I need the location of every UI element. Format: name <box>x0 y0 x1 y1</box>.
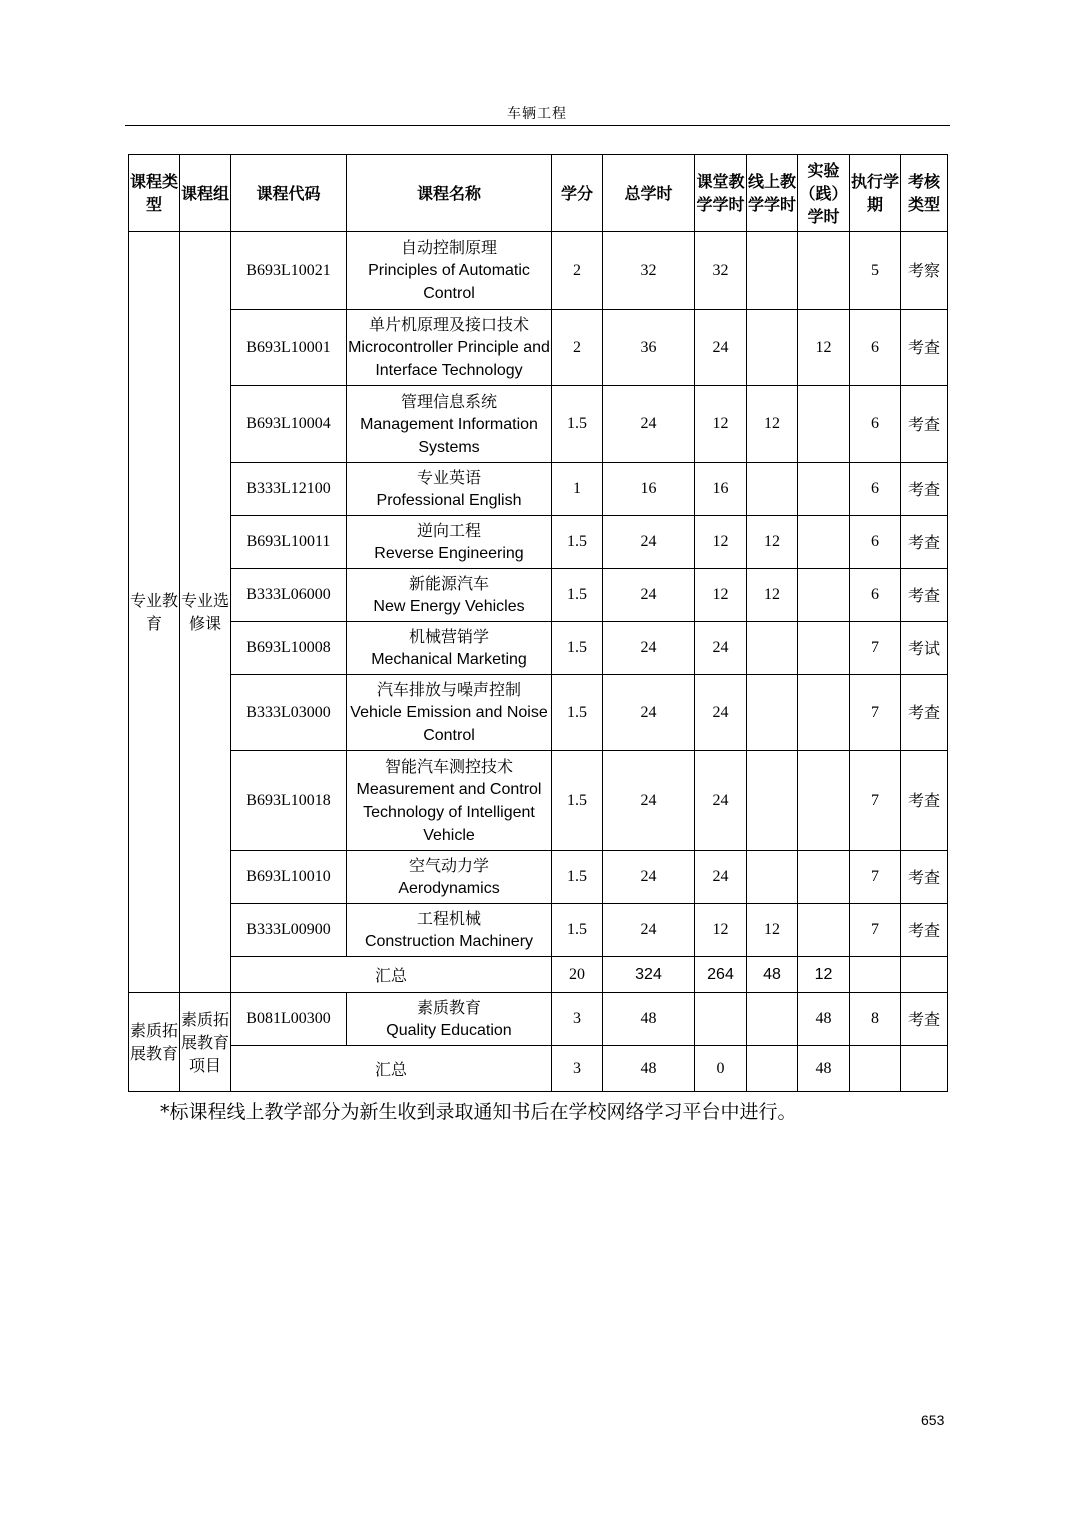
exam-type-cell: 考查 <box>901 904 948 957</box>
course-code: B693L10021 <box>231 232 347 310</box>
column-header: 课堂教学学时 <box>695 155 747 232</box>
summary-term-empty <box>850 1046 901 1092</box>
lab-hours-cell: 12 <box>798 310 850 386</box>
total-hours-cell: 24 <box>603 569 695 622</box>
column-header: 课程类型 <box>129 155 180 232</box>
course-name-zh: 机械营销学 <box>408 627 489 646</box>
column-header: 实验（践）学时 <box>798 155 850 232</box>
summary-lab-hours: 12 <box>798 957 850 993</box>
lab-hours-cell <box>798 904 850 957</box>
course-name-en: Measurement and Control Technology of Intelligent Vehicle <box>356 780 542 844</box>
column-header: 课程组 <box>180 155 231 232</box>
course-group-cell: 素质拓展教育项目 <box>180 993 231 1092</box>
total-hours-cell: 24 <box>603 751 695 851</box>
online-hours-cell: 12 <box>747 516 798 569</box>
exam-type-cell: 考查 <box>901 675 948 751</box>
term-cell: 6 <box>850 569 901 622</box>
classroom-hours-cell: 12 <box>695 569 747 622</box>
table-row <box>129 622 948 675</box>
course-name-en: Professional English <box>376 492 522 509</box>
course-name-zh: 工程机械 <box>416 909 481 928</box>
credit-cell: 1.5 <box>552 516 603 569</box>
total-hours-cell: 24 <box>603 386 695 463</box>
course-name <box>347 232 552 310</box>
course-name-en: Mechanical Marketing <box>371 651 527 668</box>
course-name-en: Microcontroller Principle and Interface Technology <box>348 339 550 379</box>
course-type-cell: 专业教育 <box>129 232 180 993</box>
online-hours-cell <box>747 993 798 1046</box>
summary-total-hours: 48 <box>603 1046 695 1092</box>
lab-hours-cell <box>798 622 850 675</box>
course-name <box>347 516 552 569</box>
table-row <box>129 516 948 569</box>
course-name-en: New Energy Vehicles <box>373 598 525 615</box>
course-code: B693L10001 <box>231 310 347 386</box>
lab-hours-cell <box>798 569 850 622</box>
table-row <box>129 463 948 516</box>
term-cell: 7 <box>850 622 901 675</box>
course-group-cell: 专业选修课 <box>180 232 231 993</box>
total-hours-cell: 24 <box>603 622 695 675</box>
column-header: 总学时 <box>603 155 695 232</box>
summary-exam-empty <box>901 957 948 993</box>
column-header: 考核类型 <box>901 155 948 232</box>
lab-hours-cell <box>798 751 850 851</box>
term-cell: 7 <box>850 751 901 851</box>
credit-cell: 1.5 <box>552 751 603 851</box>
table-row <box>129 232 948 310</box>
course-table <box>128 154 948 1092</box>
course-code: B693L10018 <box>231 751 347 851</box>
course-name-zh: 新能源汽车 <box>408 574 489 593</box>
table-row <box>129 904 948 957</box>
summary-row <box>129 1046 948 1092</box>
credit-cell: 1.5 <box>552 622 603 675</box>
course-name <box>347 622 552 675</box>
classroom-hours-cell: 24 <box>695 675 747 751</box>
course-name-en: Vehicle Emission and Noise Control <box>350 704 548 744</box>
classroom-hours-cell: 12 <box>695 386 747 463</box>
table-row <box>129 993 948 1046</box>
course-code: B333L03000 <box>231 675 347 751</box>
summary-term-empty <box>850 957 901 993</box>
summary-label: 汇总 <box>231 1046 552 1092</box>
exam-type-cell: 考查 <box>901 569 948 622</box>
course-name <box>347 993 552 1046</box>
classroom-hours-cell: 16 <box>695 463 747 516</box>
term-cell: 7 <box>850 675 901 751</box>
table-row <box>129 751 948 851</box>
column-header: 学分 <box>552 155 603 232</box>
course-name-zh: 管理信息系统 <box>400 391 497 411</box>
running-header: 车辆工程 <box>507 106 567 122</box>
course-code: B081L00300 <box>231 993 347 1046</box>
term-cell: 5 <box>850 232 901 310</box>
total-hours-cell: 16 <box>603 463 695 516</box>
course-name <box>347 675 552 751</box>
summary-exam-empty <box>901 1046 948 1092</box>
course-name <box>347 851 552 904</box>
summary-row <box>129 957 948 993</box>
exam-type-cell: 考查 <box>901 463 948 516</box>
lab-hours-cell <box>798 232 850 310</box>
credit-cell: 2 <box>552 310 603 386</box>
credit-cell: 1.5 <box>552 386 603 463</box>
footnote: *标课程线上教学部分为新生收到录取通知书后在学校网络学习平台中进行。 <box>160 1101 797 1123</box>
summary-classroom-hours: 0 <box>695 1046 747 1092</box>
exam-type-cell: 考察 <box>901 232 948 310</box>
total-hours-cell: 24 <box>603 851 695 904</box>
total-hours-cell: 24 <box>603 904 695 957</box>
lab-hours-cell: 48 <box>798 993 850 1046</box>
table-row <box>129 569 948 622</box>
exam-type-cell: 考查 <box>901 386 948 463</box>
column-header: 线上教学学时 <box>747 155 798 232</box>
course-code: B333L00900 <box>231 904 347 957</box>
table-row <box>129 675 948 751</box>
total-hours-cell: 36 <box>603 310 695 386</box>
course-name <box>347 386 552 463</box>
online-hours-cell <box>747 851 798 904</box>
credit-cell: 3 <box>552 993 603 1046</box>
exam-type-cell: 考查 <box>901 751 948 851</box>
credit-cell: 1 <box>552 463 603 516</box>
summary-online-hours <box>747 1046 798 1092</box>
course-name <box>347 310 552 386</box>
online-hours-cell: 12 <box>747 904 798 957</box>
term-cell: 6 <box>850 386 901 463</box>
course-name-zh: 智能汽车测控技术 <box>384 756 513 776</box>
table-row <box>129 386 948 463</box>
online-hours-cell <box>747 232 798 310</box>
exam-type-cell: 考查 <box>901 310 948 386</box>
summary-lab-hours: 48 <box>798 1046 850 1092</box>
term-cell: 8 <box>850 993 901 1046</box>
course-type-cell: 素质拓展教育 <box>129 993 180 1092</box>
summary-label: 汇总 <box>231 957 552 993</box>
course-name-zh: 单片机原理及接口技术 <box>368 315 529 334</box>
course-name <box>347 569 552 622</box>
term-cell: 6 <box>850 310 901 386</box>
online-hours-cell: 12 <box>747 569 798 622</box>
summary-classroom-hours: 264 <box>695 957 747 993</box>
total-hours-cell: 24 <box>603 675 695 751</box>
exam-type-cell: 考试 <box>901 622 948 675</box>
summary-total-hours: 324 <box>603 957 695 993</box>
online-hours-cell <box>747 463 798 516</box>
exam-type-cell: 考查 <box>901 516 948 569</box>
total-hours-cell: 32 <box>603 232 695 310</box>
course-code: B693L10008 <box>231 622 347 675</box>
course-name-en: Principles of Automatic Control <box>368 262 530 302</box>
lab-hours-cell <box>798 851 850 904</box>
online-hours-cell <box>747 675 798 751</box>
table-header-row <box>129 155 948 232</box>
classroom-hours-cell: 24 <box>695 622 747 675</box>
course-code: B333L06000 <box>231 569 347 622</box>
online-hours-cell: 12 <box>747 386 798 463</box>
column-header: 课程名称 <box>347 155 552 232</box>
summary-credit: 3 <box>552 1046 603 1092</box>
classroom-hours-cell: 24 <box>695 851 747 904</box>
course-name-zh: 素质教育 <box>416 998 481 1017</box>
term-cell: 7 <box>850 904 901 957</box>
course-name-zh: 空气动力学 <box>408 856 489 875</box>
header-rule <box>125 125 950 126</box>
total-hours-cell: 48 <box>603 993 695 1046</box>
column-header: 执行学期 <box>850 155 901 232</box>
course-name-en: Management Information Systems <box>360 415 538 456</box>
credit-cell: 1.5 <box>552 904 603 957</box>
course-name-en: Aerodynamics <box>398 880 500 897</box>
course-name-en: Quality Education <box>386 1022 512 1039</box>
classroom-hours-cell: 12 <box>695 516 747 569</box>
course-name <box>347 463 552 516</box>
course-name-en: Construction Machinery <box>364 933 534 950</box>
exam-type-cell: 考查 <box>901 993 948 1046</box>
course-name-zh: 逆向工程 <box>416 521 481 540</box>
lab-hours-cell <box>798 675 850 751</box>
total-hours-cell: 24 <box>603 516 695 569</box>
online-hours-cell <box>747 310 798 386</box>
classroom-hours-cell: 12 <box>695 904 747 957</box>
credit-cell: 2 <box>552 232 603 310</box>
lab-hours-cell <box>798 386 850 463</box>
page-number: 653 <box>921 1412 945 1428</box>
course-code: B693L10011 <box>231 516 347 569</box>
classroom-hours-cell: 24 <box>695 751 747 851</box>
course-name-zh: 自动控制原理 <box>400 238 497 257</box>
course-code: B693L10010 <box>231 851 347 904</box>
table-row <box>129 851 948 904</box>
credit-cell: 1.5 <box>552 851 603 904</box>
course-name-en: Reverse Engineering <box>374 545 524 562</box>
term-cell: 7 <box>850 851 901 904</box>
course-code: B693L10004 <box>231 386 347 463</box>
lab-hours-cell <box>798 516 850 569</box>
course-name <box>347 904 552 957</box>
table-row <box>129 310 948 386</box>
online-hours-cell <box>747 622 798 675</box>
course-name-zh: 专业英语 <box>416 468 481 487</box>
exam-type-cell: 考查 <box>901 851 948 904</box>
term-cell: 6 <box>850 463 901 516</box>
term-cell: 6 <box>850 516 901 569</box>
course-code: B333L12100 <box>231 463 347 516</box>
summary-credit: 20 <box>552 957 603 993</box>
classroom-hours-cell: 24 <box>695 310 747 386</box>
classroom-hours-cell: 32 <box>695 232 747 310</box>
course-name-zh: 汽车排放与噪声控制 <box>376 680 521 699</box>
column-header: 课程代码 <box>231 155 347 232</box>
online-hours-cell <box>747 751 798 851</box>
course-name <box>347 751 552 851</box>
summary-online-hours: 48 <box>747 957 798 993</box>
credit-cell: 1.5 <box>552 675 603 751</box>
classroom-hours-cell <box>695 993 747 1046</box>
lab-hours-cell <box>798 463 850 516</box>
credit-cell: 1.5 <box>552 569 603 622</box>
